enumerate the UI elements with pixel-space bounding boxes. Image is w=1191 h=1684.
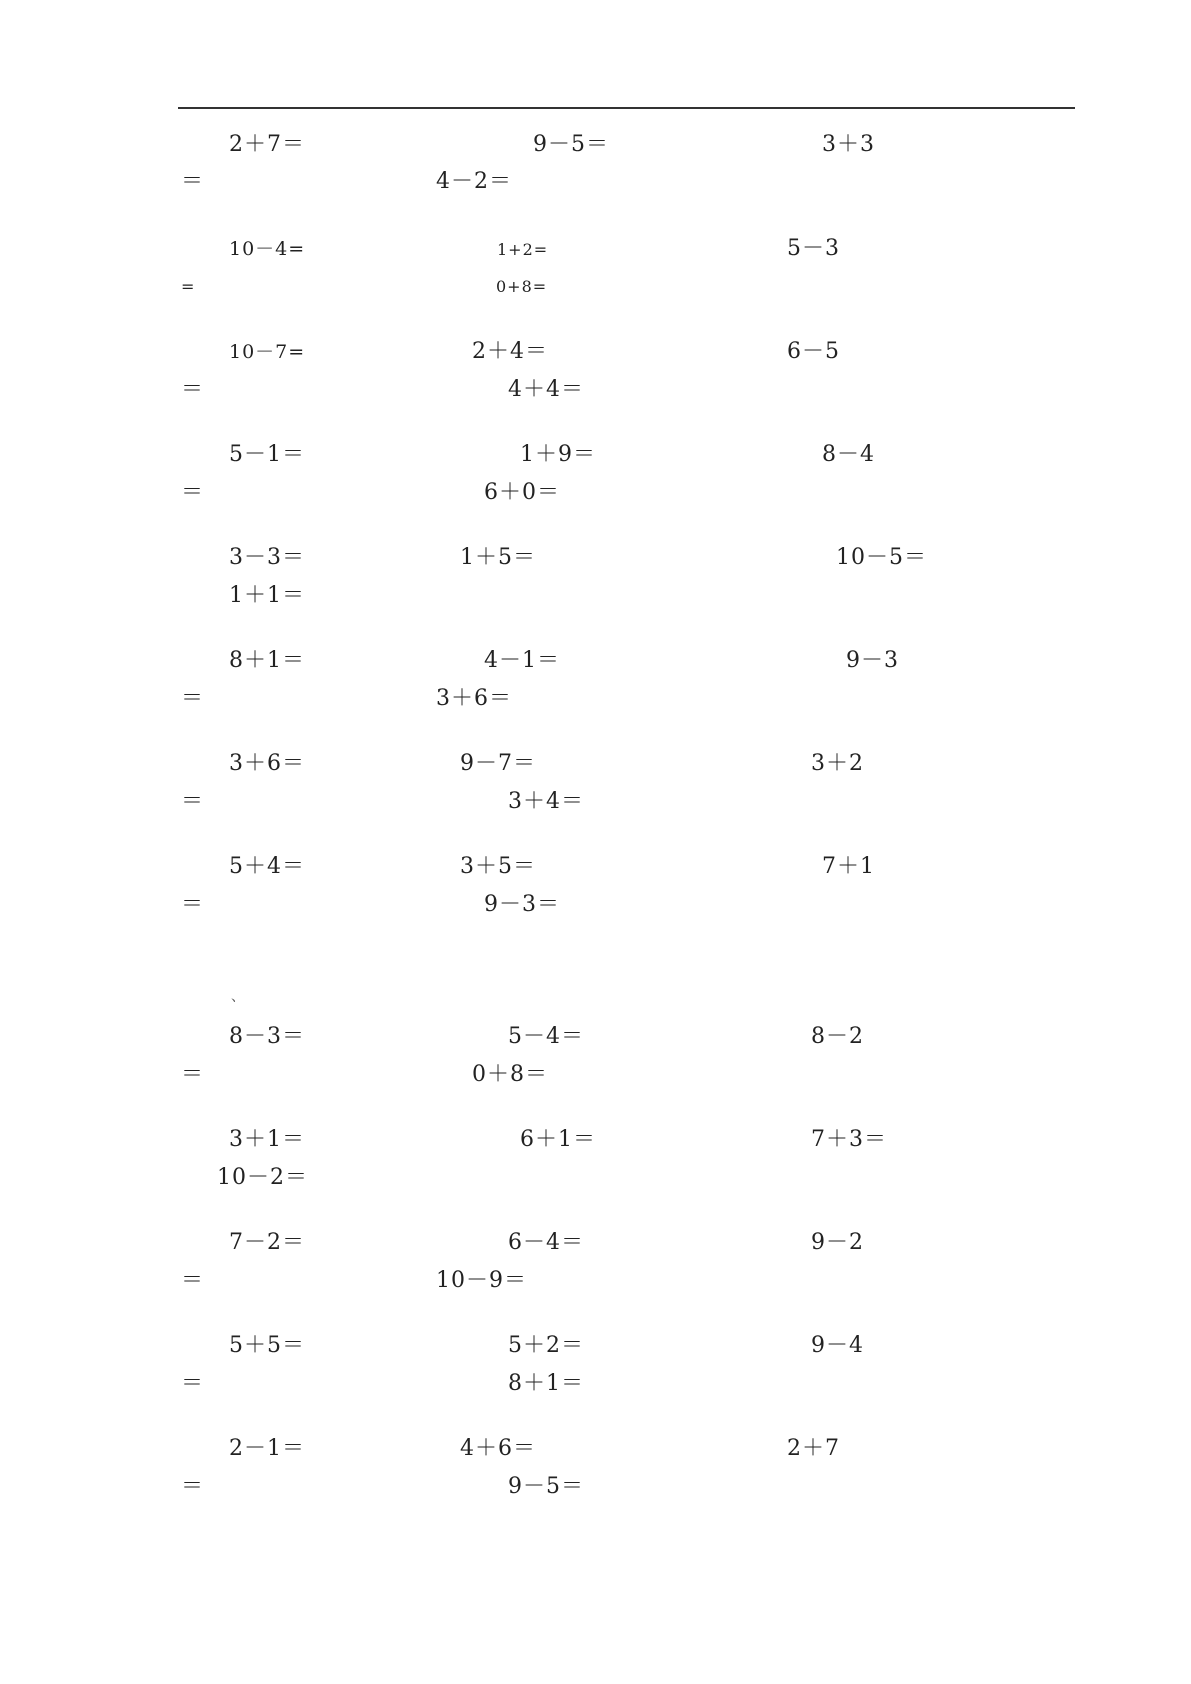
problem-r5-e: 3＋6＝: [436, 686, 512, 711]
problem-r6-b: 9－7＝: [460, 751, 536, 776]
problem-r12-d: ＝: [181, 1474, 205, 1499]
problem-r6-e: 3＋4＝: [508, 789, 584, 814]
problem-r8-b: 5－4＝: [508, 1024, 584, 1049]
problem-r10-d: ＝: [181, 1268, 205, 1293]
problem-r7-b: 3＋5＝: [460, 854, 536, 879]
problem-r2-b: 2＋4＝: [472, 339, 548, 364]
problem-r8-a: 8－3＝: [229, 1024, 305, 1049]
problem-r7-c: 7＋1: [822, 854, 875, 879]
problem-r3-e: 6＋0＝: [484, 480, 560, 505]
problem-r0-c: 3＋3: [822, 132, 875, 157]
problem-r1-b: 1+2=: [497, 240, 549, 259]
problem-r11-e: 8＋1＝: [508, 1371, 584, 1396]
problem-r1-c: 5－3: [787, 236, 840, 261]
problem-r0-d: ＝: [181, 169, 205, 194]
problem-r9-a: 3＋1＝: [229, 1127, 305, 1152]
problem-r5-a: 8＋1＝: [229, 648, 305, 673]
problem-r12-b: 4＋6＝: [460, 1436, 536, 1461]
problem-r2-c: 6－5: [787, 339, 840, 364]
problem-r9-d: 10－2＝: [217, 1165, 308, 1190]
problem-r3-b: 1＋9＝: [520, 442, 596, 467]
problem-r7-a: 5＋4＝: [229, 854, 305, 879]
problem-r2-a: 10－7=: [229, 341, 306, 363]
problem-r10-c: 9－2: [811, 1230, 864, 1255]
problem-r3-c: 8－4: [822, 442, 875, 467]
problem-r11-d: ＝: [181, 1371, 205, 1396]
problem-r12-c: 2＋7: [787, 1436, 840, 1461]
problem-r5-b: 4－1＝: [484, 648, 560, 673]
problem-r6-c: 3＋2: [811, 751, 864, 776]
problem-r1-e: 0+8=: [496, 277, 548, 296]
problem-r8-e: 0＋8＝: [472, 1062, 548, 1087]
problem-r6-a: 3＋6＝: [229, 751, 305, 776]
problem-r0-e: 4－2＝: [436, 169, 512, 194]
problem-r10-e: 10－9＝: [436, 1268, 527, 1293]
problem-r3-a: 5－1＝: [229, 442, 305, 467]
problem-r9-b: 6＋1＝: [520, 1127, 596, 1152]
problem-r0-a: 2＋7＝: [229, 132, 305, 157]
problem-r5-c: 9－3: [846, 648, 899, 673]
problem-r1-d: =: [181, 277, 196, 296]
problem-r1-a: 10－4=: [229, 238, 306, 260]
problem-r2-d: ＝: [181, 377, 205, 402]
problem-r6-d: ＝: [181, 789, 205, 814]
problem-r2-e: 4＋4＝: [508, 377, 584, 402]
problem-r8-d: ＝: [181, 1062, 205, 1087]
problem-r7-d: ＝: [181, 892, 205, 917]
problem-r10-a: 7－2＝: [229, 1230, 305, 1255]
problem-r4-d: 1＋1＝: [229, 583, 305, 608]
problem-r5-d: ＝: [181, 686, 205, 711]
problem-r4-b: 1＋5＝: [460, 545, 536, 570]
problem-r12-e: 9－5＝: [508, 1474, 584, 1499]
problem-r11-c: 9－4: [811, 1333, 864, 1358]
problem-r11-a: 5＋5＝: [229, 1333, 305, 1358]
header-rule: [178, 107, 1075, 109]
problem-r11-b: 5＋2＝: [508, 1333, 584, 1358]
problem-r9-c: 7＋3＝: [811, 1127, 887, 1152]
problem-r7-e: 9－3＝: [484, 892, 560, 917]
problem-r8-c: 8－2: [811, 1024, 864, 1049]
problem-r12-a: 2－1＝: [229, 1436, 305, 1461]
problem-r0-b: 9－5＝: [533, 132, 609, 157]
stray-comma-mark: 、: [231, 989, 245, 1005]
problem-r10-b: 6－4＝: [508, 1230, 584, 1255]
problem-r4-a: 3－3＝: [229, 545, 305, 570]
problem-r4-c: 10－5＝: [836, 545, 927, 570]
problem-r3-d: ＝: [181, 480, 205, 505]
